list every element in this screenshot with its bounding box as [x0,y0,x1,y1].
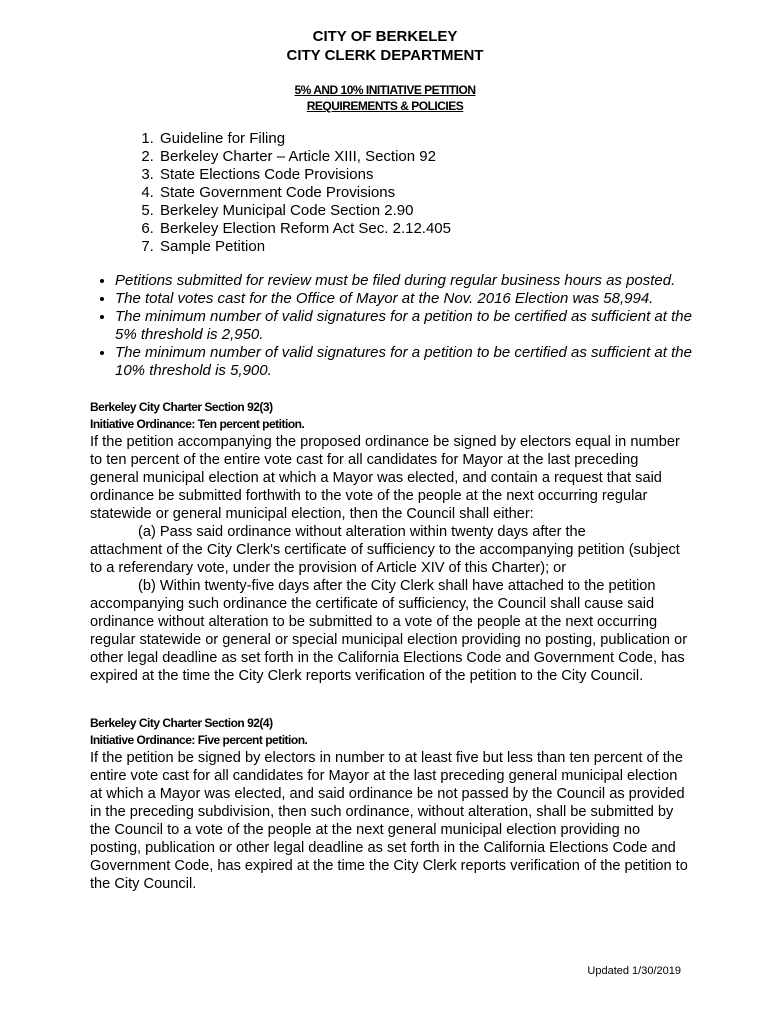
contents-item: 5. Berkeley Municipal Code Section 2.90 [158,202,451,220]
contents-item: 7. Sample Petition [158,238,451,256]
note-item: • The minimum number of valid signatures for a petition to be certified as sufficient at the 10% threshold is 5,900. [115,344,715,380]
note-item: • Petitions submitted for review must be filed during regular business hours as posted. [115,272,715,290]
contents-list [90,130,451,256]
section-subheading: Initiative Ordinance: Five percent petition. [90,733,308,747]
note-item: • The minimum number of valid signatures for a petition to be certified as sufficient at the 5% threshold is 2,950. [115,308,715,344]
section-paragraph: If the petition be signed by electors in number to at least five but less than ten percent of the entire vote cast for all candidates for Mayor at the last preceding general municipal election at which a Mayor was elected, and said ordinance be not passed by the Council as provided in the preceding subdivision, then such ordinance, without alteration, shall be submitted by the Council to a vote of the people at the next general municipal election providing no posting, publication or other legal deadline as set forth in the California Elections Code and Government Code, has expired at the time the City Clerk reports verification of the petition to the City Council. [90,750,688,892]
subheader-subtitle: REQUIREMENTS & POLICIES [306,99,464,113]
charter-section-92-3 [90,399,690,685]
section-heading: Berkeley City Charter Section 92(4) [90,716,273,730]
notes-list [90,272,715,380]
document-subheader [0,82,770,114]
contents-item: 2. Berkeley Charter – Article XIII, Section 92 [158,148,451,166]
section-subheading: Initiative Ordinance: Ten percent petition. [90,417,305,431]
charter-section-92-4 [90,715,690,893]
contents-item: 6. Berkeley Election Reform Act Sec. 2.12.405 [158,220,451,238]
subheader-title: 5% AND 10% INITIATIVE PETITION [294,83,476,97]
contents-item: 1. Guideline for Filing [158,130,451,148]
section-paragraph: If the petition accompanying the proposed ordinance be signed by electors equal in number to ten percent of the entire vote cast for all candidates for Mayor at the last preceding general municipal election at which a Mayor was elected, and contain a request that said ordinance be submitted forthwith to the vote of the people at the next occurring regular statewide or general municipal election, then the Council shall either: [90,434,680,522]
section-clause-b-text: accompanying such ordinance the certificate of sufficiency, the Council shall cause said ordinance without alteration to be submitted to a vote of the people at the next occurring regular statewide or general or special municipal election providing no posting, publication or other legal deadline as set forth in the California Elections Code and Government Code, has expired at the time the City Clerk reports verification of the petition to the City Council. [90,596,688,684]
header-city: CITY OF BERKELEY [312,28,458,45]
document-header [0,27,770,65]
section-heading: Berkeley City Charter Section 92(3) [90,400,273,414]
section-clause-a-text: attachment of the City Clerk's certificate of sufficiency to the accompanying petition (subject to a referendary vote, under the provision of Article XIV of this Charter); or [90,542,680,576]
contents-item: 3. State Elections Code Provisions [158,166,451,184]
section-clause-a-lead: (a) Pass said ordinance without alteration within twenty days after the [138,524,586,540]
header-department: CITY CLERK DEPARTMENT [286,47,484,64]
section-clause-b-lead: (b) Within twenty-five days after the City Clerk shall have attached to the petition [138,578,656,594]
note-item: • The total votes cast for the Office of Mayor at the Nov. 2016 Election was 58,994. [115,290,715,308]
contents-item: 4. State Government Code Provisions [158,184,451,202]
updated-date: Updated 1/30/2019 [587,965,681,977]
